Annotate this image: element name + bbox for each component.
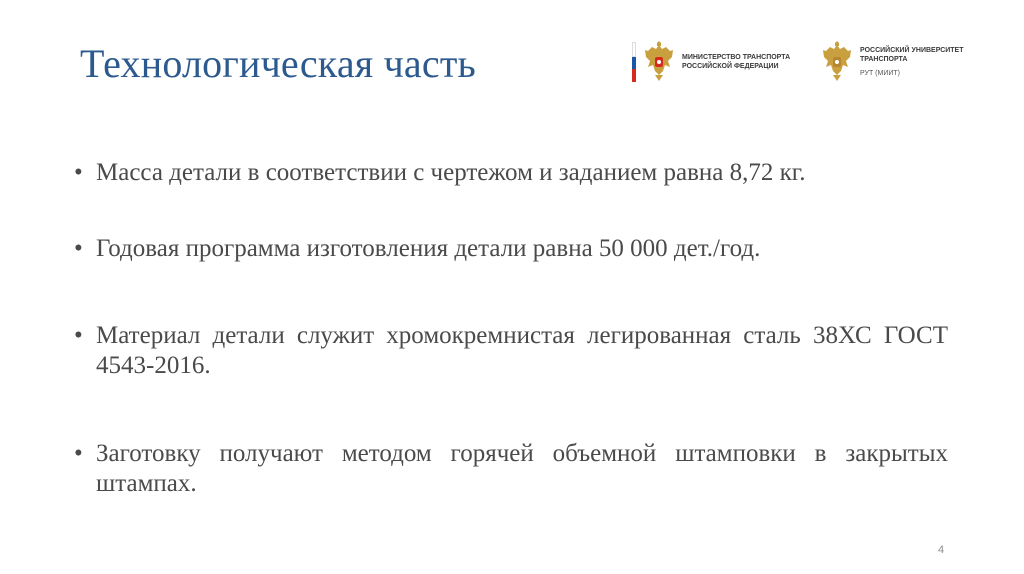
bullet-marker: • [74, 235, 83, 262]
page-number: 4 [938, 544, 945, 556]
bullet-item-program [74, 234, 948, 264]
bullet-marker: • [74, 159, 83, 186]
bullet-text: Масса детали в соответствии с чертежом и заданием равна 8,72 кг. [96, 159, 806, 186]
university-line3: РУТ (МИИТ) [860, 70, 901, 77]
bullet-marker: • [74, 322, 83, 349]
bullet-item-blank [74, 439, 948, 499]
russian-flag-icon [632, 42, 636, 82]
bullet-text: Материал детали служит хромокремнистая легированная сталь 38ХС ГОСТ 4543-2016. [96, 322, 948, 379]
ministry-line1: МИНИСТЕРСТВО ТРАНСПОРТА [682, 54, 791, 61]
ministry-line2: РОССИЙСКОЙ ФЕДЕРАЦИИ [682, 63, 779, 70]
bullet-text: Годовая программа изготовления детали равна 50 000 дет./год. [96, 235, 761, 262]
ministry-logo [632, 40, 790, 84]
bullet-text: Заготовку получают методом горячей объемной штамповки в закрытых штампах. [96, 440, 948, 497]
university-line2: ТРАНСПОРТА [860, 56, 908, 63]
university-emblem-icon [820, 41, 854, 83]
university-logo [820, 40, 964, 84]
bullet-item-material [74, 321, 948, 381]
bullet-marker: • [74, 440, 83, 467]
bullet-item-mass [74, 158, 948, 188]
double-headed-eagle-icon [642, 41, 676, 83]
university-line1: РОССИЙСКИЙ УНИВЕРСИТЕТ [860, 47, 964, 54]
slide-title: Технологическая часть [80, 41, 476, 86]
